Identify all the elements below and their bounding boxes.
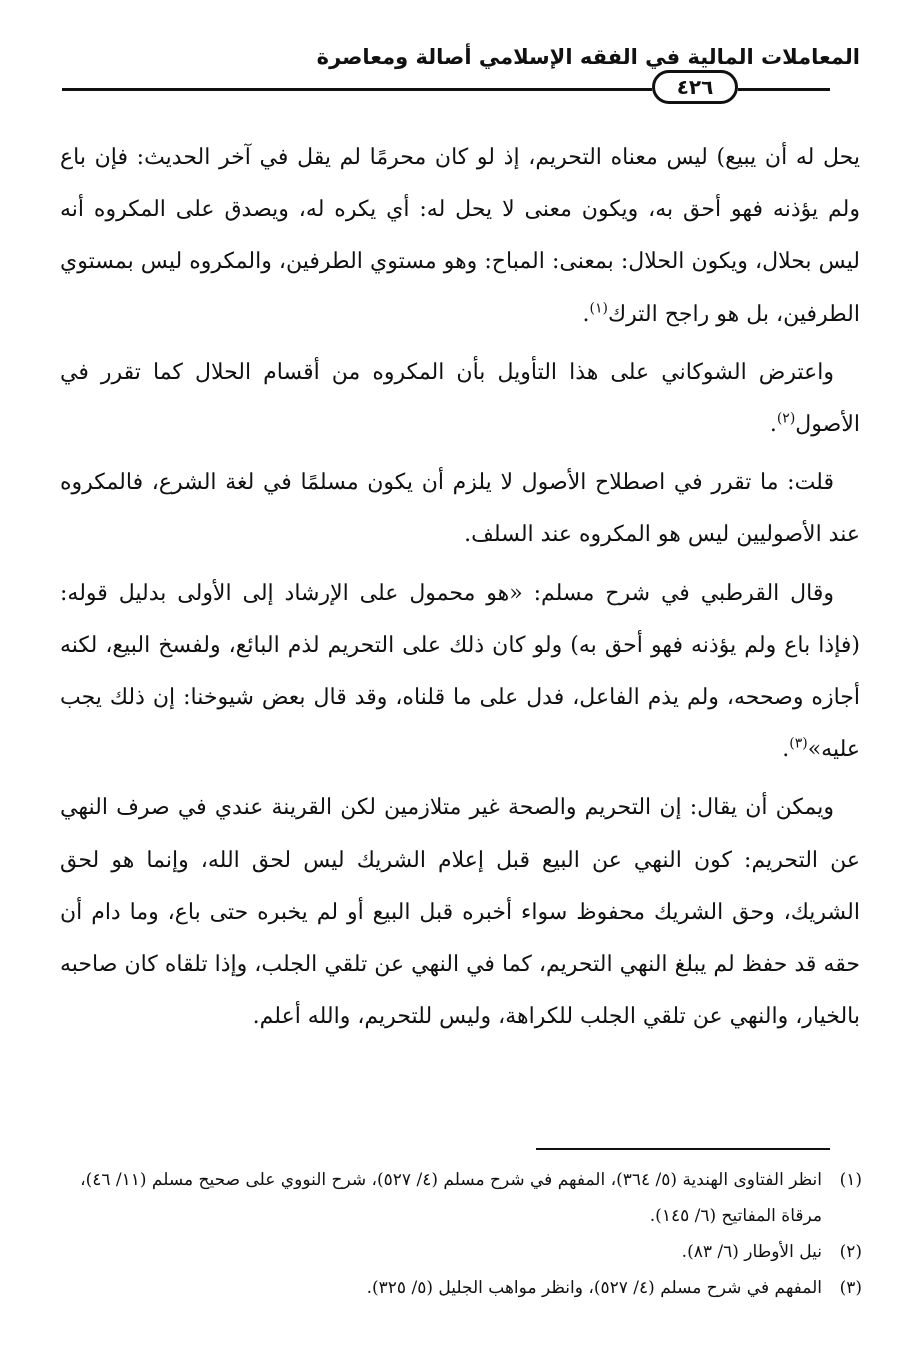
- footnote-3: [56, 1270, 862, 1306]
- footnote-text: انظر الفتاوى الهندية (٥/ ٣٦٤)، المفهم في شرح مسلم (٤/ ٥٢٧)، شرح النووي على صحيح مسلم (١١/ ٤٦)، مرقاة المفاتيح (٦/ ١٤٥).: [80, 1170, 822, 1226]
- running-header-title: المعاملات المالية في الفقه الإسلامي أصالة ومعاصرة: [316, 45, 860, 69]
- footnote-number: (١): [839, 1170, 862, 1190]
- paragraph-3: [60, 457, 860, 561]
- footnote-1: [56, 1162, 862, 1234]
- footnote-number: (٢): [839, 1242, 862, 1262]
- footnote-text: نيل الأوطار (٦/ ٨٣).: [681, 1242, 822, 1262]
- paragraph-5-text: ويمكن أن يقال: إن التحريم والصحة غير متلازمين لكن القرينة عندي في صرف النهي عن التحريم: كون النهي عن البيع قبل إعلام الشريك ليس لحق الله، وإنما هو لحق الشريك، وحق الشريك محفوظ سواء أخبره قبل البيع أو لم يخبره حتى باع، وما دام أن حقه قد حفظ لم يبلغ النهي التحريم، كما في النهي عن تلقي الجلب، وإذا تلقاه كان صاحبه بالخيار، والنهي عن تلقي الجلب للكراهة، وليس للتحريم، والله أعلم.: [60, 795, 860, 1030]
- page-number-badge: ٤٢٦: [652, 70, 738, 104]
- header-rule-left: [62, 88, 652, 91]
- footnote-ref-1: (١): [589, 300, 608, 317]
- footnote-number: (٣): [839, 1278, 862, 1298]
- paragraph-2-text: واعترض الشوكاني على هذا التأويل بأن المكروه من أقسام الحلال كما تقرر في الأصول: [60, 359, 860, 438]
- paragraph-1-text: يحل له أن يبيع) ليس معناه التحريم، إذ لو كان محرمًا لم يقل في آخر الحديث: فإن باع ولم يؤذنه فهو أحق به، ويكون معنى لا يحل له: أي يكره له، ويصدق على المكروه أنه ليس بحلال، ويكون الحلال: بمعنى: المباح: وهو مستوي الطرفين، والمكروه ليس بمستوي الطرفين، بل هو راجح الترك: [60, 145, 861, 327]
- paragraph-1: [60, 132, 860, 341]
- paragraph-2: [60, 347, 860, 451]
- footnote-text: المفهم في شرح مسلم (٤/ ٥٢٧)، وانظر مواهب الجليل (٥/ ٣٢٥).: [366, 1278, 822, 1298]
- paragraph-1-end: .: [582, 301, 590, 327]
- footnote-ref-2: (٢): [776, 410, 796, 427]
- header-rule-right: [738, 88, 830, 91]
- paragraph-4-text: وقال القرطبي في شرح مسلم: «هو محمول على الإرشاد إلى الأولى بدليل قوله: (فإذا باع ولم يؤذنه فهو أحق به) ولو كان ذلك على التحريم لذم البائع، ولفسخ البيع، لكنه أجازه وصححه، ولم يذم الفاعل، فدل على ما قلناه، وقد قال بعض شيوخنا: إن ذلك يجب عليه»: [60, 580, 860, 763]
- paragraph-4: [60, 568, 860, 777]
- footnotes: [56, 1162, 862, 1306]
- footnote-ref-3: (٣): [789, 735, 808, 752]
- footnote-separator: [536, 1148, 830, 1150]
- paragraph-5: [60, 782, 860, 1043]
- paragraph-2-end: .: [769, 412, 777, 438]
- paragraph-3-text: قلت: ما تقرر في اصطلاح الأصول لا يلزم أن يكون مسلمًا في لغة الشرع، فالمكروه عند الأصوليين ليس هو المكروه عند السلف.: [60, 470, 860, 548]
- paragraph-4-end: .: [782, 737, 790, 763]
- footnote-2: [56, 1234, 862, 1270]
- main-text: [60, 132, 860, 1049]
